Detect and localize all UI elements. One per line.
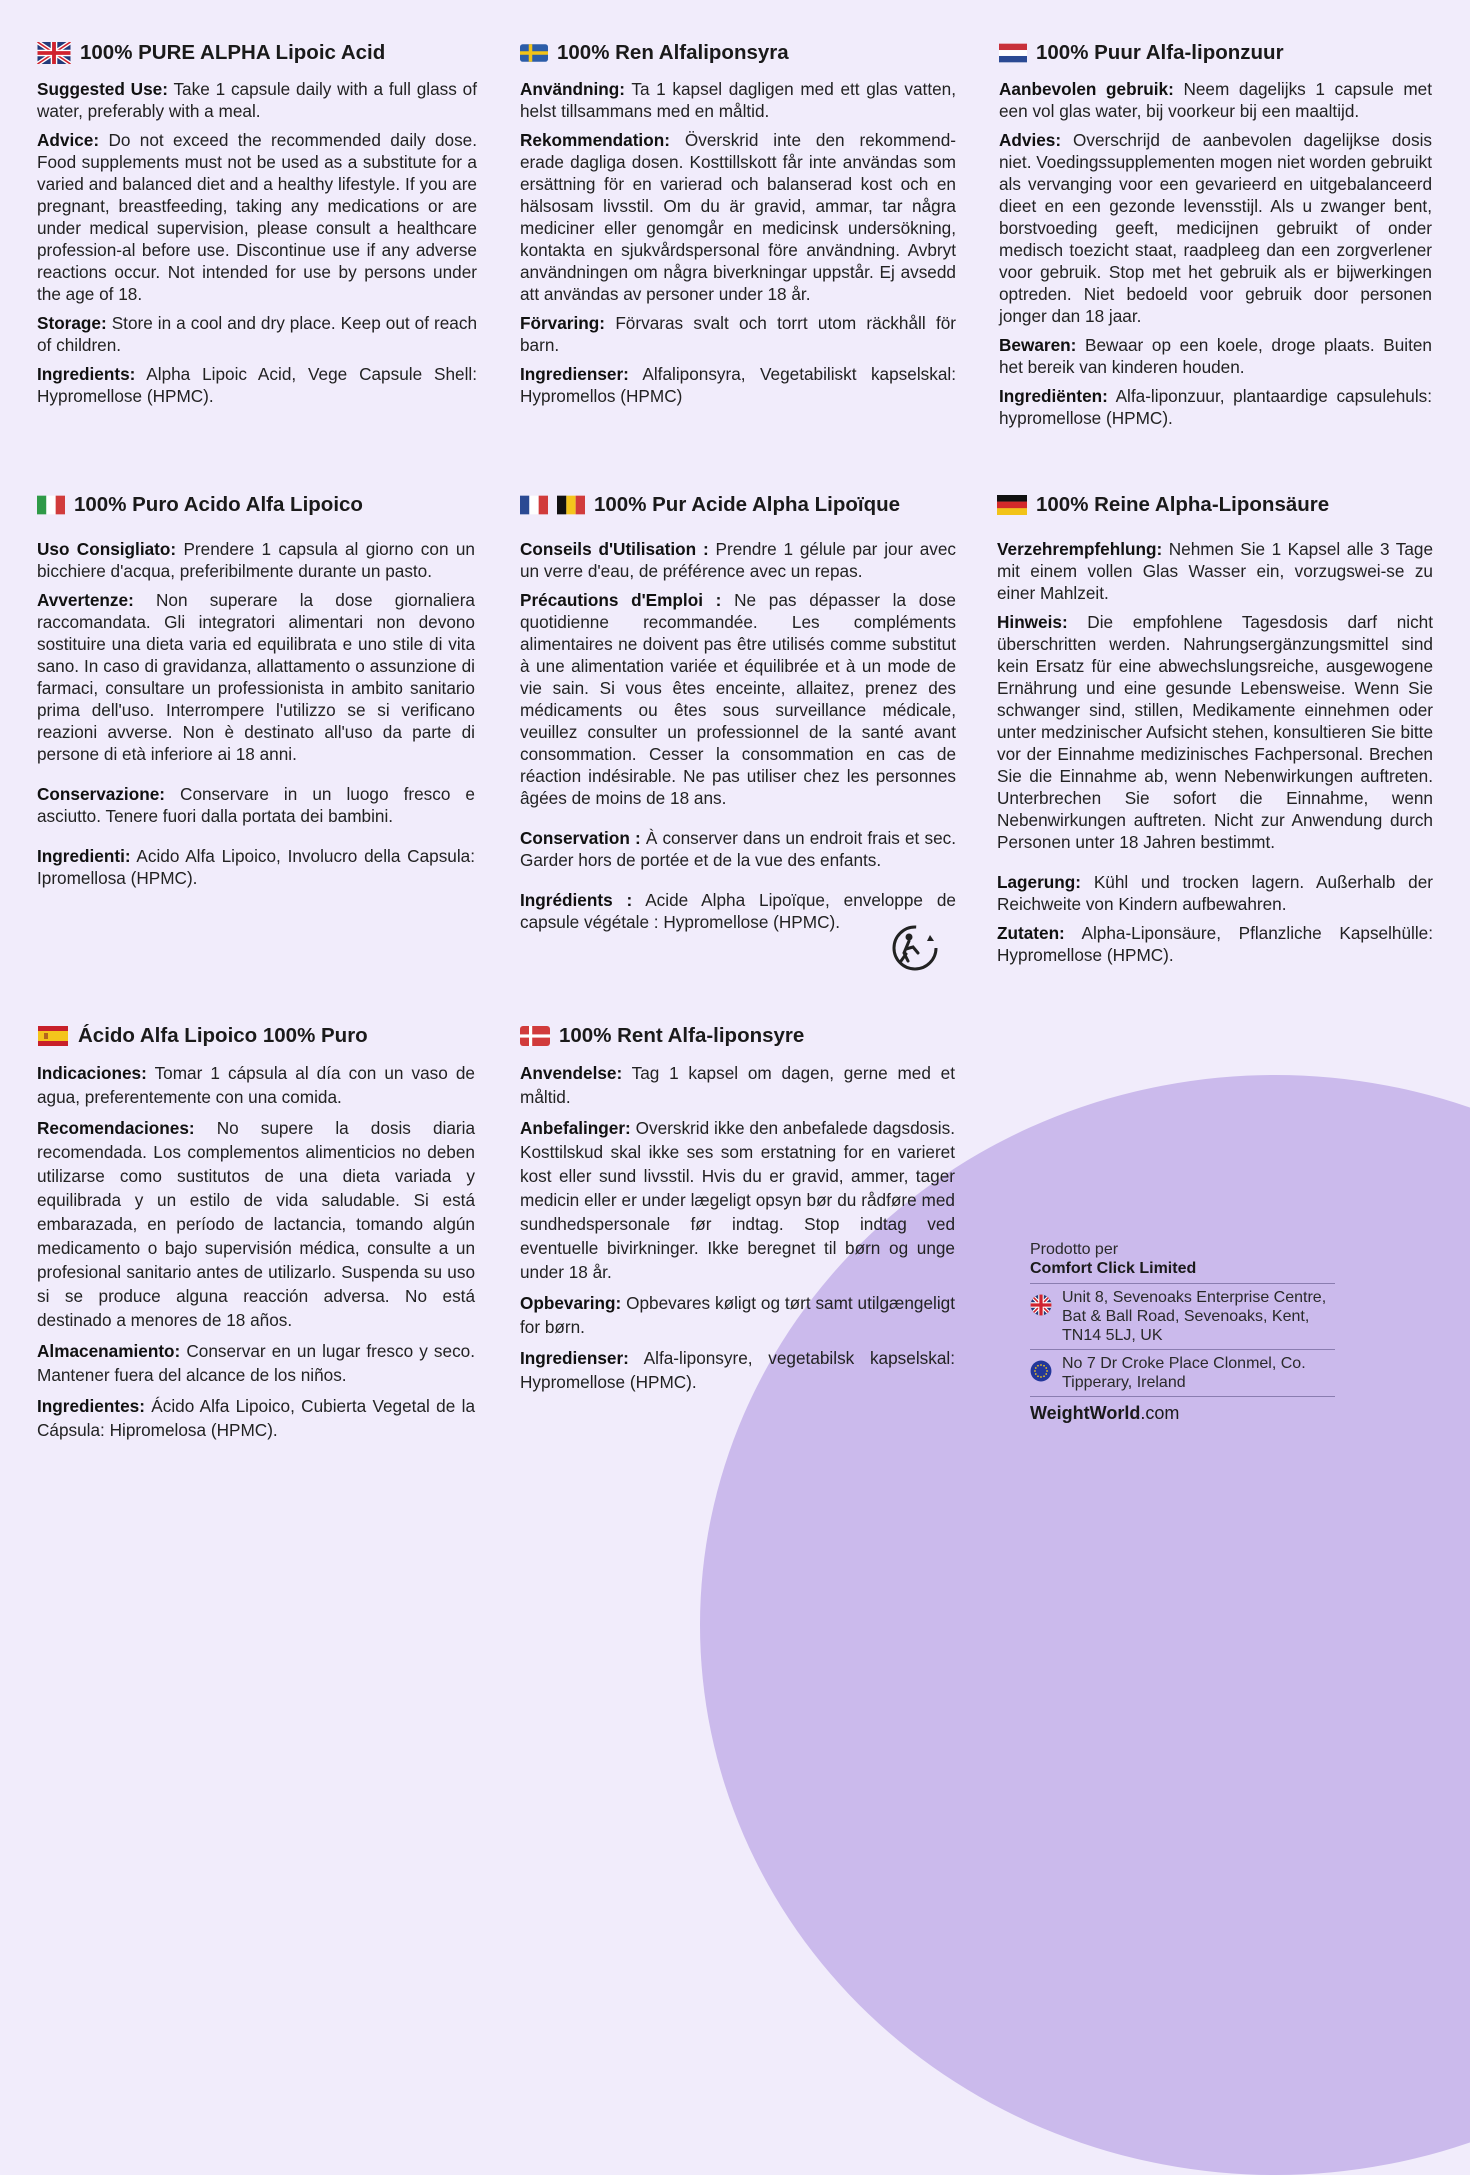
- section-title: [520, 492, 956, 518]
- section-danish: [520, 1023, 955, 1401]
- france-flag-icon: [520, 495, 548, 515]
- ingredients-text: Alfa-liponsyre, vegetabilsk kapselskal: Hypromellose (HPMC).: [520, 1348, 955, 1392]
- ingredients-text: Alpha Lipoic Acid, Vege Capsule Shell: Hypromellose (HPMC).: [37, 364, 477, 406]
- advice-label: Advies:: [999, 130, 1062, 150]
- germany-flag-icon: [997, 495, 1027, 515]
- storage-text: À conserver dans un endroit frais et sec. Garder hors de portée et de la vue des enfants.: [520, 828, 956, 870]
- section-italian: [37, 492, 475, 896]
- storage-text: Bewaar op een koele, droge plaats. Buiten het bereik van kinderen houden.: [999, 335, 1432, 377]
- uk-address-row: [1030, 1284, 1335, 1350]
- advice-label: Advice:: [37, 130, 100, 150]
- storage-label: Conservation :: [520, 828, 641, 848]
- use-label: Uso Consigliato:: [37, 539, 177, 559]
- ingredients-label: Ingrédients :: [520, 890, 633, 910]
- storage-text: Conservare in un luogo fresco e asciutto. Tenere fuori dalla portata dei bambini.: [37, 784, 475, 826]
- use-text: Neem dagelijks 1 capsule met een vol glas water, bij voorkeur bij een maaltijd.: [999, 79, 1433, 121]
- brand-bold: WeightWorld: [1030, 1403, 1141, 1423]
- advice-label: Anbefalinger:: [520, 1118, 631, 1138]
- section-german: [997, 492, 1433, 973]
- ingredients-label: Zutaten:: [997, 923, 1065, 943]
- use-text: Prendere 1 capsula al giorno con un bicchiere d'acqua, preferibilmente durante un pasto.: [37, 539, 475, 581]
- eu-flag-icon: [1030, 1360, 1054, 1387]
- use-label: Verzehrempfehlung:: [997, 539, 1163, 559]
- storage-text: Conservar en un lugar fresco y seco. Mantener fuera del alcance de los niños.: [37, 1341, 475, 1385]
- storage-text: Store in a cool and dry place. Keep out of reach of children.: [37, 313, 477, 355]
- advice-text: No supere la dosis diaria recomendada. Los complementos alimenticios no deben utilizarse como sustitutos de una dieta variada y equilibrada y un estilo de vida saludable. Si está embarazada, en período de lactancia, tomando algún medicamento o bajo supervisión médica, consulte a un profesional sanitario antes de utilizarlo. Suspenda su uso si se produce alguna reacción adversa. No está destinado a menores de 18 años.: [37, 1118, 476, 1330]
- use-label: Indicaciones:: [37, 1063, 147, 1083]
- title-text: 100% Puur Alfa-liponzuur: [1036, 41, 1284, 64]
- section-title: [997, 492, 1433, 518]
- storage-text: Kühl und trocken lagern. Außerhalb der Reichweite von Kindern aufbewahren.: [997, 872, 1433, 914]
- triman-recycling-icon: [890, 923, 940, 973]
- use-text: Prendre 1 gélule par jour avec un verre d'eau, de préférence avec un repas.: [520, 539, 956, 581]
- title-text: 100% Ren Alfaliponsyra: [557, 41, 789, 64]
- denmark-flag-icon: [520, 1026, 550, 1046]
- advice-label: Rekommendation:: [520, 130, 670, 150]
- ingredients-label: Ingrediënten:: [999, 386, 1108, 406]
- use-text: Take 1 capsule daily with a full glass of water, preferably with a meal.: [37, 79, 477, 121]
- advice-label: Avvertenze:: [37, 590, 134, 610]
- ingredients-text: Alfa-liponzuur, plantaardige capsulehuls: hypromellose (HPMC).: [999, 386, 1433, 428]
- ingredients-label: Ingredientes:: [37, 1396, 145, 1416]
- ingredients-text: Alpha-Liponsäure, Pflanzliche Kapselhülle: Hypromellose (HPMC).: [997, 923, 1433, 965]
- sweden-flag-icon: [520, 43, 548, 63]
- ingredients-text: Acide Alpha Lipoïque, enveloppe de capsule végétale : Hypromellose (HPMC).: [520, 890, 956, 932]
- use-text: Tag 1 kapsel om dagen, gerne med et måltid.: [520, 1063, 955, 1107]
- produced-by-label: Prodotto per: [1030, 1241, 1119, 1258]
- advice-label: Recomendaciones:: [37, 1118, 195, 1138]
- section-swedish: [520, 40, 956, 414]
- storage-text: Opbevares køligt og tørt samt utilgængeligt for børn.: [520, 1293, 955, 1337]
- advice-text: Die empfohlene Tagesdosis darf nicht überschritten werden. Nahrungsergänzungsmittel sind kein Ersatz für eine abwechslungsreiche, ausgewogene Ernährung und eine gesunde Lebensweise. Wenn Sie schwanger sind, stillen, Medikamente einnehmen oder unter medzinischer Aufsicht stehen, konsultieren Sie bitte vor der Einnahme medizinisches Fachpersonal. Brechen Sie die Einnahme ab, wenn Nebenwirkungen auftreten. Unterbrechen Sie sofort die Einnahme, wenn Nebenwirkungen auftreten. Nicht zur Anwendung durch Personen unter 18 Jahren bestimmt.: [997, 612, 1433, 852]
- company-name: Comfort Click Limited: [1030, 1259, 1335, 1284]
- ingredients-text: Alfaliponsyra, Vegetabiliskt kapselskal: Hypromellos (HPMC): [520, 364, 956, 406]
- title-text: 100% Rent Alfa-liponsyre: [559, 1024, 805, 1047]
- title-text: 100% Puro Acido Alfa Lipoico: [74, 493, 363, 516]
- advice-text: Overskrid ikke den anbefalede dagsdosis. Kosttilskud skal ikke ses som erstatning for en varieret kost eller sund livsstil. Hvis du er gravid, ammer, tager medicin eller er under lægeligt opsyn bør du rådføre med sundhedspersonale før indtag. Stop indtag ved eventuelle bivirkninger. Ikke beregnet til børn og unge under 18 år.: [520, 1118, 955, 1282]
- section-title: [999, 40, 1432, 66]
- ingredients-label: Ingredienti:: [37, 846, 131, 866]
- storage-label: Opbevaring:: [520, 1293, 622, 1313]
- use-label: Aanbevolen gebruik:: [999, 79, 1174, 99]
- uk-address: Unit 8, Sevenoaks Enterprise Centre, Bat & Ball Road, Sevenoaks, Kent, TN14 5LJ, UK: [1062, 1289, 1327, 1344]
- storage-label: Lagerung:: [997, 872, 1082, 892]
- use-text: Tomar 1 cápsula al día con un vaso de agua, preferentemente con una comida.: [37, 1063, 475, 1107]
- use-label: Användning:: [520, 79, 626, 99]
- storage-text: Förvaras svalt och torrt utom räckhåll för barn.: [520, 313, 957, 355]
- ingredients-label: Ingredients:: [37, 364, 136, 384]
- section-title: [37, 492, 475, 518]
- section-title: [37, 1023, 475, 1049]
- belgium-flag-icon: [557, 495, 585, 515]
- advice-text: Do not exceed the recommended daily dose. Food supplements must not be used as a substitute for a varied and balanced diet and a healthy lifestyle. If you are pregnant, breastfeeding, taking any medications or are under medical supervision, please consult a healthcare profession-al before use. Discontinue use if any adverse reactions occur. Not intended for use by persons under the age of 18.: [37, 130, 477, 304]
- eu-address-row: [1030, 1350, 1335, 1397]
- section-french: [520, 492, 956, 940]
- advice-label: Précautions d'Emploi :: [520, 590, 722, 610]
- brand-suffix: .com: [1140, 1403, 1180, 1423]
- title-text: 100% Reine Alpha-Liponsäure: [1036, 493, 1330, 516]
- netherlands-flag-icon: [999, 43, 1027, 63]
- use-label: Suggested Use:: [37, 79, 168, 99]
- use-text: Nehmen Sie 1 Kapsel alle 3 Tage mit einem vollen Glas Wasser ein, vorzugswei-se zu einer Mahlzeit.: [997, 539, 1433, 603]
- section-spanish: [37, 1023, 475, 1449]
- use-label: Conseils d'Utilisation :: [520, 539, 709, 559]
- eu-address: No 7 Dr Croke Place Clonmel, Co. Tipperary, Ireland: [1062, 1355, 1306, 1391]
- section-title: [520, 40, 956, 66]
- ingredients-text: Acido Alfa Lipoico, Involucro della Capsula: Ipromellosa (HPMC).: [37, 846, 476, 888]
- storage-label: Bewaren:: [999, 335, 1077, 355]
- section-title: [37, 40, 477, 66]
- title-text: 100% PURE ALPHA Lipoic Acid: [80, 41, 386, 64]
- section-english: [37, 40, 477, 414]
- advice-text: Ne pas dépasser la dose quotidienne recommandée. Les compléments alimentaires ne doivent pas être utilisés comme substitut à une alimentation variée et équilibrée et à un mode de vie sain. Si vous êtes enceinte, allaitez, prenez des médicaments ou êtes sous surveillance médicale, veuillez consulter un professionnel de la santé avant consommation. Cesser la consommation en cas de réaction indésirable. Ne pas utiliser chez les personnes âgées de moins de 18 ans.: [520, 590, 956, 808]
- spain-flag-icon: [37, 1026, 69, 1046]
- ingredients-text: Ácido Alfa Lipoico, Cubierta Vegetal de la Cápsula: Hipromelosa (HPMC).: [37, 1396, 475, 1440]
- title-text: 100% Pur Acide Alpha Lipoïque: [594, 493, 901, 516]
- company-info: [1030, 1240, 1335, 1424]
- brand-name: [1030, 1403, 1335, 1424]
- ingredients-label: Ingredienser:: [520, 1348, 629, 1368]
- storage-label: Conservazione:: [37, 784, 165, 804]
- section-title: [520, 1023, 955, 1049]
- advice-text: Non superare la dose giornaliera raccomandata. Gli integratori alimentari non devono sostituire una dieta varia ed equilibrata e uno stile di vita sano. In caso di gravidanza, allattamento o assunzione di farmaci, consultare un professionista in ambito sanitario prima dell'uso. Interrompere l'utilizzo se si verificano reazioni avverse. Non è destinato all'uso da parte di persone di età inferiore ai 18 anni.: [37, 590, 475, 764]
- storage-label: Almacenamiento:: [37, 1341, 181, 1361]
- uk-flag-icon: [37, 42, 71, 64]
- ingredients-label: Ingredienser:: [520, 364, 629, 384]
- advice-text: Overschrijd de aanbevolen dagelijkse dosis niet. Voedingssupplementen mogen niet worden gebruikt als vervanging voor een gevarieerd en uitgebalanceerd dieet en een gezonde levensstijl. Als u zwanger bent, borstvoeding geeft, medicijnen gebruikt of onder medisch toezicht staat, raadpleeg dan een zorgverlener voor gebruik. Stop met het gebruik als er bijwerkingen optreden. Niet bedoeld voor gebruik door personen jonger dan 18 jaar.: [999, 130, 1432, 326]
- advice-label: Hinweis:: [997, 612, 1068, 632]
- use-text: Ta 1 kapsel dagligen med ett glas vatten, helst tillsammans med en måltid.: [520, 79, 956, 121]
- storage-label: Storage:: [37, 313, 107, 333]
- title-text: Ácido Alfa Lipoico 100% Puro: [78, 1024, 368, 1047]
- uk-flag-icon: [1030, 1294, 1054, 1321]
- storage-label: Förvaring:: [520, 313, 605, 333]
- use-label: Anvendelse:: [520, 1063, 623, 1083]
- italy-flag-icon: [37, 495, 65, 515]
- section-dutch: [999, 40, 1432, 436]
- advice-text: Överskrid inte den rekommend-erade dagliga dosen. Kosttillskott får inte användas som ersättning för en varierad och balanserad kost och en hälsosam livsstil. Om du är gravid, ammar, tar några mediciner eller genomgår en medicinsk undersökning, kontakta en sjukvårdspersonal före användning. Avbryt användningen om några biverkningar uppstår. Ej avsedd att användas av personer under 18 år.: [520, 130, 956, 304]
